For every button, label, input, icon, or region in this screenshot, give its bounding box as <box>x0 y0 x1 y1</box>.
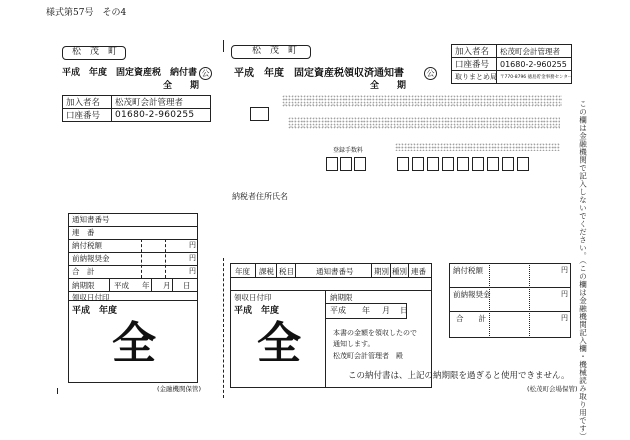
left-notice-no-label: 通知書番号 <box>72 215 110 224</box>
left-tax-label: 納付税額 <box>72 241 102 250</box>
right-collector-value: 〒770-8796 徳島貯金事務センター <box>496 70 572 84</box>
right-due-day: 日 <box>400 306 408 315</box>
left-title: 平成 年度 固定資産税 納付書 <box>62 68 198 78</box>
right-ocr-speckle <box>282 95 562 107</box>
left-received-label: 領収日付印 <box>72 293 110 302</box>
right-sign-text: 登録手数料 <box>333 147 364 154</box>
right-due-year: 年 <box>362 306 370 315</box>
col-notice: 通知書番号 <box>316 267 354 276</box>
col-tax: 課税 <box>259 267 274 276</box>
right-prior-label: 前納報奨金 <box>453 290 491 299</box>
col-period: 期別 <box>374 267 389 276</box>
left-due-month: 月 <box>163 281 171 290</box>
right-notice-line3: 松茂町会計管理者 殿 <box>333 352 403 360</box>
right-period: 全 期 <box>370 81 407 91</box>
right-subscriber-label: 加入者名 <box>451 44 497 58</box>
left-town-name: 松 茂 町 <box>72 47 118 57</box>
right-total-label: 合 計 <box>456 314 486 323</box>
right-account-value: 01680-2-960255 <box>496 57 572 71</box>
right-notice-line1: 本書の金額を領収したので <box>333 329 417 337</box>
right-due-label: 納期限 <box>330 293 353 302</box>
col-taxitem: 税目 <box>279 267 294 276</box>
left-account-value: 01680-2-960255 <box>111 108 211 122</box>
form-number: 様式第57号 その4 <box>46 8 127 18</box>
right-received-label: 領収日付印 <box>234 293 272 302</box>
left-prior-yen: 円 <box>189 254 196 262</box>
left-subscriber-label: 加入者名 <box>62 95 112 109</box>
right-collector-label: 取りまとめ局 <box>451 70 497 84</box>
left-footer: (金融機関保管) <box>157 385 202 393</box>
left-total-yen: 円 <box>189 267 196 275</box>
right-account-label: 口座番号 <box>451 57 497 71</box>
digit-box <box>412 157 424 171</box>
left-tax-yen: 円 <box>189 241 196 249</box>
right-town-name: 松 茂 町 <box>252 46 298 56</box>
right-prior-yen: 円 <box>561 290 568 298</box>
digit-box <box>427 157 439 171</box>
left-prior-label: 前納報奨金 <box>72 254 110 263</box>
digit-box <box>457 157 469 171</box>
digit-box <box>502 157 514 171</box>
right-small-box <box>250 107 269 121</box>
right-ocr-speckle <box>288 117 560 129</box>
col-year: 年度 <box>235 267 250 276</box>
digit-box <box>487 157 499 171</box>
right-footer: (松茂町会場保管) <box>527 385 578 393</box>
col-type: 種別 <box>392 267 407 276</box>
col-serial: 連番 <box>411 267 426 276</box>
digit-box <box>397 157 409 171</box>
perforation-mark <box>57 388 58 394</box>
right-notice-line2: 通知します。 <box>333 340 375 348</box>
right-tax-label: 納付税額 <box>453 266 483 275</box>
left-serial-label: 連 番 <box>72 228 95 237</box>
right-due-heisei: 平成 <box>330 306 346 315</box>
left-due-heisei: 平成 <box>114 281 129 290</box>
left-fiscal: 平成 年度 <box>72 306 118 316</box>
left-all-mark: 全 <box>112 318 156 369</box>
left-account-label: 口座番号 <box>62 108 112 122</box>
right-side-note: この欄は金融機関で記入しないでください。（この欄は金融機関記入欄・機械読み取り用です） <box>578 100 588 440</box>
perforation-mark <box>223 40 224 52</box>
right-all-mark: 全 <box>257 318 301 369</box>
right-due-month: 月 <box>382 306 390 315</box>
right-seal: 公 <box>424 67 437 80</box>
perforation-line <box>223 258 224 398</box>
digit-box <box>354 157 366 171</box>
digit-box <box>517 157 529 171</box>
left-due-day: 日 <box>183 281 191 290</box>
digit-box <box>340 157 352 171</box>
digit-box <box>326 157 338 171</box>
digit-box <box>442 157 454 171</box>
left-seal: 公 <box>199 67 212 80</box>
right-subscriber-value: 松茂町会計管理者 <box>496 44 572 58</box>
digit-box <box>472 157 484 171</box>
left-period: 全 期 <box>163 81 200 91</box>
right-total-yen: 円 <box>561 314 568 322</box>
left-due-year: 年 <box>142 281 150 290</box>
right-tax-yen: 円 <box>561 266 568 274</box>
right-warning: この納付書は、上記の納期限を過ぎると使用できません。 <box>348 371 570 381</box>
left-due-label: 納期限 <box>72 281 95 290</box>
right-fiscal: 平成 年度 <box>234 306 280 316</box>
right-title: 平成 年度 固定資産税領収済通知書 <box>234 68 404 79</box>
right-ocr-speckle <box>395 143 560 151</box>
right-taxpayer-label: 納税者住所氏名 <box>232 192 288 201</box>
left-subscriber-value: 松茂町会計管理者 <box>111 95 211 109</box>
left-total-label: 合 計 <box>72 267 95 276</box>
